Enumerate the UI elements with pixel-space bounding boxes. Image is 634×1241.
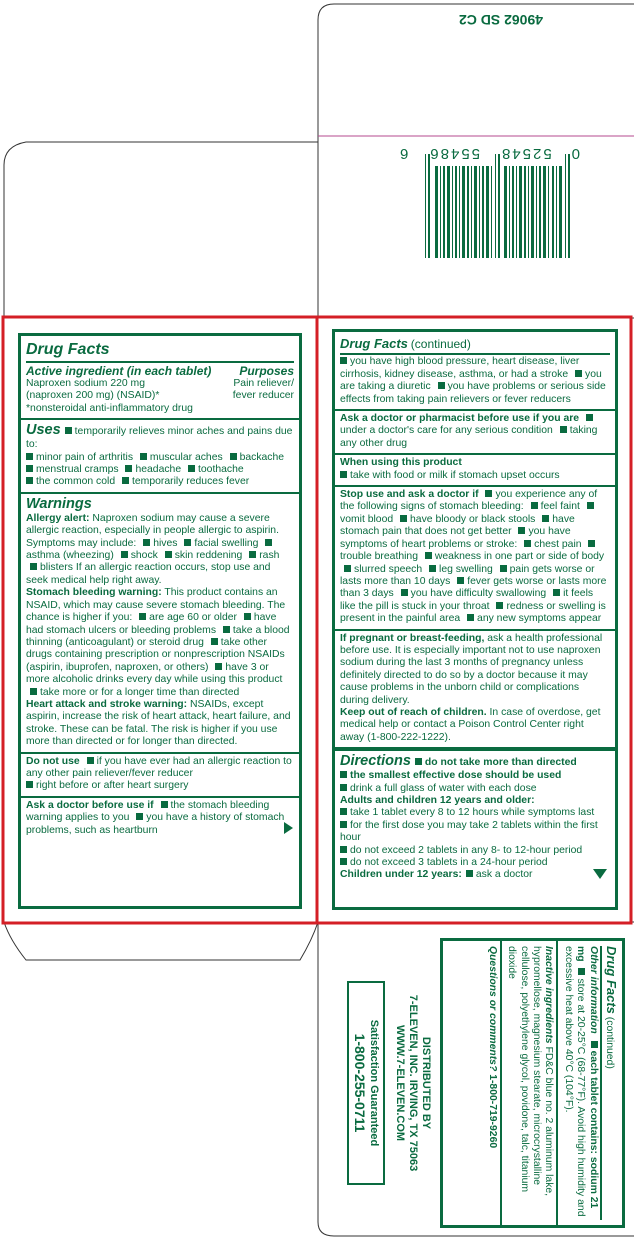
when-using-label: When using this product xyxy=(340,457,462,469)
ingredient-name: Naproxen sodium 220 mg xyxy=(26,378,145,389)
distributor-line2: 7-ELEVEN, INC. IRVING, TX 75063 xyxy=(407,994,419,1172)
stop-use-item: pain gets worse or lasts more than 10 days xyxy=(340,563,595,587)
bullet-icon xyxy=(340,771,347,778)
allergy-alert-text: Naproxen sodium may cause a severe allergic reaction, especially in people allergic to aspirin. Symptoms may include: xyxy=(26,512,279,549)
stomach-item: take other drugs containing prescription or nonprescription NSAIDs (aspirin, ibuprofen, naproxen, or others) xyxy=(26,636,285,673)
satisfaction-text: Satisfaction Guaranteed xyxy=(368,1019,380,1147)
stop-use-item: you have symptoms of heart problems or stroke: xyxy=(340,526,571,550)
barcode xyxy=(400,140,580,258)
bullet-icon xyxy=(429,565,436,572)
bullet-icon xyxy=(553,589,560,596)
adults-label: Adults and children 12 years and older: xyxy=(340,795,535,806)
bullet-icon xyxy=(65,427,72,434)
uses-item: toothache xyxy=(198,464,244,476)
purpose-line1: Pain reliever/ xyxy=(233,378,294,389)
stop-use-section xyxy=(335,487,615,630)
allergy-tail: If an allergic reaction occurs, stop use and seek medical help right away. xyxy=(26,562,271,586)
stop-use-item: any new symptoms appear xyxy=(477,613,602,625)
drug-facts-continued-title: Drug Facts xyxy=(340,336,408,351)
inactive-ingredients-text: FD&C blue no. 2 aluminum lake, hypromellose, magnesium stearate, microcrystalline cellulose, polyethylene glycol, povidone, talc, titanium dioxide xyxy=(506,946,555,1197)
bullet-icon xyxy=(457,577,464,584)
bullet-icon xyxy=(485,490,492,497)
allergy-item: skin reddening xyxy=(174,550,243,562)
bullet-icon xyxy=(30,688,37,695)
purpose-line2: fever reducer xyxy=(232,390,294,402)
barcode-digit-lead: 0 xyxy=(571,145,580,162)
keep-out-text: In case of overdose, get medical help or contact a Poison Control Center right away (1-800-222-1222). xyxy=(340,706,601,743)
bullet-icon xyxy=(140,453,147,460)
bullet-icon xyxy=(586,414,593,421)
bullet-icon xyxy=(265,539,272,546)
stomach-item: have 3 or more alcoholic drinks every day while using this product xyxy=(26,661,283,686)
allergy-item: facial swelling xyxy=(194,537,259,549)
continue-down-arrow-icon xyxy=(593,869,607,879)
ask-doctor-label: Ask a doctor before use if xyxy=(26,799,154,811)
stop-use-item: vomit blood xyxy=(340,513,394,525)
bullet-icon xyxy=(30,563,37,570)
do-not-use-label: Do not use xyxy=(26,755,80,767)
barcode-digit-check: 6 xyxy=(400,145,409,162)
do-not-use-item: right before or after heart surgery xyxy=(36,780,189,792)
bullet-icon xyxy=(215,663,222,670)
do-not-use-section xyxy=(21,754,299,798)
ask-doctor-item: the stomach bleeding warning applies to you xyxy=(26,799,270,824)
bullet-icon xyxy=(401,589,408,596)
bullet-icon xyxy=(122,477,129,484)
bullet-icon xyxy=(578,968,585,975)
uses-item: menstrual cramps xyxy=(36,464,119,476)
barcode-digits xyxy=(400,145,580,162)
bullet-icon xyxy=(184,539,191,546)
directions-header: Directions xyxy=(340,753,411,770)
lot-code: 49062 SD C2 xyxy=(458,12,543,28)
allergy-item: blisters xyxy=(40,562,73,574)
questions-phone: 1-800-719-9260 xyxy=(486,1074,498,1149)
bullet-icon xyxy=(340,357,347,364)
continued-item: you have problems or serious side effects from taking pain relievers or fever reducers xyxy=(340,381,606,405)
allergy-item: rash xyxy=(259,550,280,562)
active-ingredient-header: Active ingredient (in each tablet) xyxy=(26,364,212,378)
children-label: Children under 12 years: xyxy=(340,869,462,881)
allergy-item: shock xyxy=(130,550,158,562)
stop-use-item: slurred speech xyxy=(354,563,423,575)
directions-first: do not take more than directed xyxy=(424,757,577,769)
allergy-item: hives xyxy=(153,537,178,549)
satisfaction-box xyxy=(347,981,385,1185)
bullet-icon xyxy=(143,539,150,546)
uses-section xyxy=(21,420,299,494)
uses-item: backache xyxy=(239,451,285,463)
distributor-line1: DISTRIBUTED BY xyxy=(420,1036,432,1130)
bullet-icon xyxy=(87,757,94,764)
bullet-icon xyxy=(161,801,168,808)
bullet-icon xyxy=(125,465,132,472)
heart-attack-label: Heart attack and stroke warning: xyxy=(26,698,188,710)
continued-label: (continued) xyxy=(410,337,471,351)
drug-facts-left-panel xyxy=(18,333,302,909)
ask-doctor-item: you have a history of stomach problems, such as heartburn xyxy=(26,812,285,836)
questions-section xyxy=(482,941,499,1225)
drug-facts-right-panel xyxy=(332,329,618,910)
directions-water: drink a full glass of water with each dose xyxy=(350,782,537,794)
bullet-icon xyxy=(340,784,347,791)
stomach-bleeding-label: Stomach bleeding warning: xyxy=(26,587,162,599)
bullet-icon xyxy=(400,515,407,522)
other-info-section xyxy=(556,941,622,1225)
bullet-icon xyxy=(425,552,432,559)
bullet-icon xyxy=(26,781,33,788)
allergy-alert-label: Allergy alert: xyxy=(26,512,90,524)
bullet-icon xyxy=(496,602,503,609)
continued-item: you have high blood pressure, heart disease, liver cirrhosis, kidney disease, asthma, or had a stroke xyxy=(340,356,580,380)
bullet-icon xyxy=(588,540,595,547)
adult-dose-item: do not exceed 2 tablets in any 8- to 12-hour period xyxy=(350,844,583,856)
stop-use-item: you have difficulty swallowing xyxy=(410,588,547,600)
stop-use-item: leg swelling xyxy=(439,563,493,575)
warnings-section xyxy=(21,494,299,754)
stomach-bleeding-text: This product contains an NSAID, which may cause severe stomach bleeding. The chance is higher if you: xyxy=(26,587,286,624)
continued-section xyxy=(335,332,615,411)
active-ingredient-section xyxy=(21,336,299,420)
uses-item: headache xyxy=(135,464,182,476)
bullet-icon xyxy=(518,527,525,534)
bullet-icon xyxy=(136,813,143,820)
stop-use-intro: you experience any of the following signs of stomach bleeding: xyxy=(340,489,598,513)
when-using-item: take with food or milk if stomach upset occurs xyxy=(350,469,560,481)
children-item: ask a doctor xyxy=(475,869,533,881)
ingredient-detail: (naproxen 200 mg) (NSAID)* xyxy=(26,390,160,402)
bullet-icon xyxy=(211,638,218,645)
bullet-icon xyxy=(340,858,347,865)
bullet-icon xyxy=(26,465,33,472)
do-not-use-item: if you have ever had an allergic reaction to any other pain reliever/fever reducer xyxy=(26,755,292,779)
directions-section xyxy=(335,749,615,885)
satisfaction-phone: 1-800-255-0711 xyxy=(352,1033,368,1133)
continued-item: you are taking a diuretic xyxy=(340,368,602,393)
bullet-icon xyxy=(223,626,230,633)
bullet-icon xyxy=(26,453,33,460)
distributor-website: WWW.7-ELEVEN.COM xyxy=(394,1024,406,1142)
bullet-icon xyxy=(438,382,445,389)
nsaid-footnote: *nonsteroidal anti-inflammatory drug xyxy=(26,402,193,414)
bullet-icon xyxy=(344,565,351,572)
bullet-icon xyxy=(575,370,582,377)
bullet-icon xyxy=(542,515,549,522)
uses-item: temporarily reduces fever xyxy=(132,476,250,488)
bullet-icon xyxy=(415,758,422,765)
uses-item: minor pain of arthritis xyxy=(36,451,134,463)
continued-label-2: (continued) xyxy=(604,1016,615,1069)
bullet-icon xyxy=(500,565,507,572)
bullet-icon xyxy=(139,613,146,620)
ask-pharmacist-section xyxy=(335,411,615,455)
bullet-icon xyxy=(340,821,347,828)
bullet-icon xyxy=(121,551,128,558)
pregnancy-text: ask a health professional before use. It is especially important not to use naproxen sodium during the last 3 months of pregnancy unless definitely directed to do so by a doctor because it may cause problems in the unborn child or complications during delivery. xyxy=(340,632,603,706)
ask-pharmacist-item: taking any other drug xyxy=(340,425,598,449)
stop-use-label: Stop use and ask a doctor if xyxy=(340,489,479,501)
bullet-icon xyxy=(466,870,473,877)
ask-doctor-section xyxy=(21,798,299,840)
ask-pharmacist-label: Ask a doctor or pharmacist before use if you are xyxy=(340,413,580,425)
stop-use-item: feel faint xyxy=(540,501,580,513)
pregnancy-section xyxy=(335,631,615,750)
bullet-icon xyxy=(188,465,195,472)
bullet-icon xyxy=(340,846,347,853)
uses-intro: temporarily relieves minor aches and pains due to: xyxy=(26,426,293,451)
stomach-item: have had stomach ulcers or bleeding problems xyxy=(26,612,277,636)
heart-attack-text: NSAIDs, except aspirin, increase the risk of heart attack, heart failure, and stroke. These can be fatal. The risk is higher if you use more than directed or for longer than directed. xyxy=(26,698,291,748)
drug-facts-title: Drug Facts xyxy=(26,341,110,358)
bullet-icon xyxy=(591,1041,598,1048)
pregnancy-label: If pregnant or breast-feeding, xyxy=(340,632,485,644)
stomach-item: are age 60 or older xyxy=(149,612,237,624)
stop-use-item: have bloody or black stools xyxy=(410,513,536,525)
stop-use-item: it feels like the pill is stuck in your throat xyxy=(340,588,594,612)
stomach-item: take a blood thinning (anticoagulant) or steroid drug xyxy=(26,624,290,648)
uses-item: muscular aches xyxy=(149,451,223,463)
drug-facts-continued-title-2: Drug Facts xyxy=(604,946,619,1014)
adult-dose-item: for the first dose you may take 2 tablets within the first hour xyxy=(340,819,598,844)
keep-out-label: Keep out of reach of children. xyxy=(340,706,487,718)
warnings-header: Warnings xyxy=(26,495,92,512)
bullet-icon xyxy=(249,551,256,558)
uses-item: the common cold xyxy=(36,476,116,488)
bullet-icon xyxy=(531,502,538,509)
drug-facts-bottom-box xyxy=(440,938,625,1228)
stop-use-item: redness or swelling is present in the painful area xyxy=(340,600,606,625)
barcode-digit-right: 55486 xyxy=(428,145,481,162)
bullet-icon xyxy=(340,471,347,478)
allergy-item: asthma (wheezing) xyxy=(26,550,114,562)
distributor-block xyxy=(393,938,432,1228)
stop-use-item: trouble breathing xyxy=(340,551,418,563)
uses-header: Uses xyxy=(26,422,61,439)
other-info-item: each tablet contains: sodium 21 mg xyxy=(575,946,599,1209)
stop-use-item: chest pain xyxy=(534,538,582,550)
bullet-icon xyxy=(26,477,33,484)
bottom-panel-rotated xyxy=(347,938,625,1228)
inactive-ingredients-section xyxy=(500,941,557,1225)
adult-dose-item: take 1 tablet every 8 to 12 hours while symptoms last xyxy=(350,807,595,819)
bullet-icon xyxy=(340,808,347,815)
adult-dose-item: do not exceed 3 tablets in a 24-hour period xyxy=(350,857,548,869)
stop-use-item: have stomach pain that does not get better xyxy=(340,513,575,538)
bullet-icon xyxy=(165,551,172,558)
other-info-item: store at 20-25°C (68-77°F). Avoid high humidity and excessive heat above 40°C (104°F). xyxy=(562,946,587,1217)
barcode-digit-left: 52548 xyxy=(499,145,552,162)
stop-use-item: fever gets worse or lasts more than 3 days xyxy=(340,575,607,600)
bullet-icon xyxy=(244,613,251,620)
bullet-icon xyxy=(230,453,237,460)
continue-arrow-icon xyxy=(284,822,293,834)
when-using-section xyxy=(335,455,615,487)
purposes-header: Purposes xyxy=(239,364,294,378)
bullet-icon xyxy=(524,540,531,547)
questions-label: Questions or comments? xyxy=(486,946,498,1072)
bullet-icon xyxy=(467,614,474,621)
directions-smallest-dose: the smallest effective dose should be used xyxy=(350,770,562,782)
bullet-icon xyxy=(560,426,567,433)
other-info-label: Other information xyxy=(587,946,599,1034)
bullet-icon xyxy=(587,502,594,509)
stomach-item: take more or for a longer time than directed xyxy=(40,686,240,698)
stop-use-item: weakness in one part or side of body xyxy=(434,551,605,563)
ask-pharmacist-item: under a doctor's care for any serious condition xyxy=(340,425,553,437)
inactive-ingredients-label: Inactive ingredients xyxy=(543,946,555,1044)
